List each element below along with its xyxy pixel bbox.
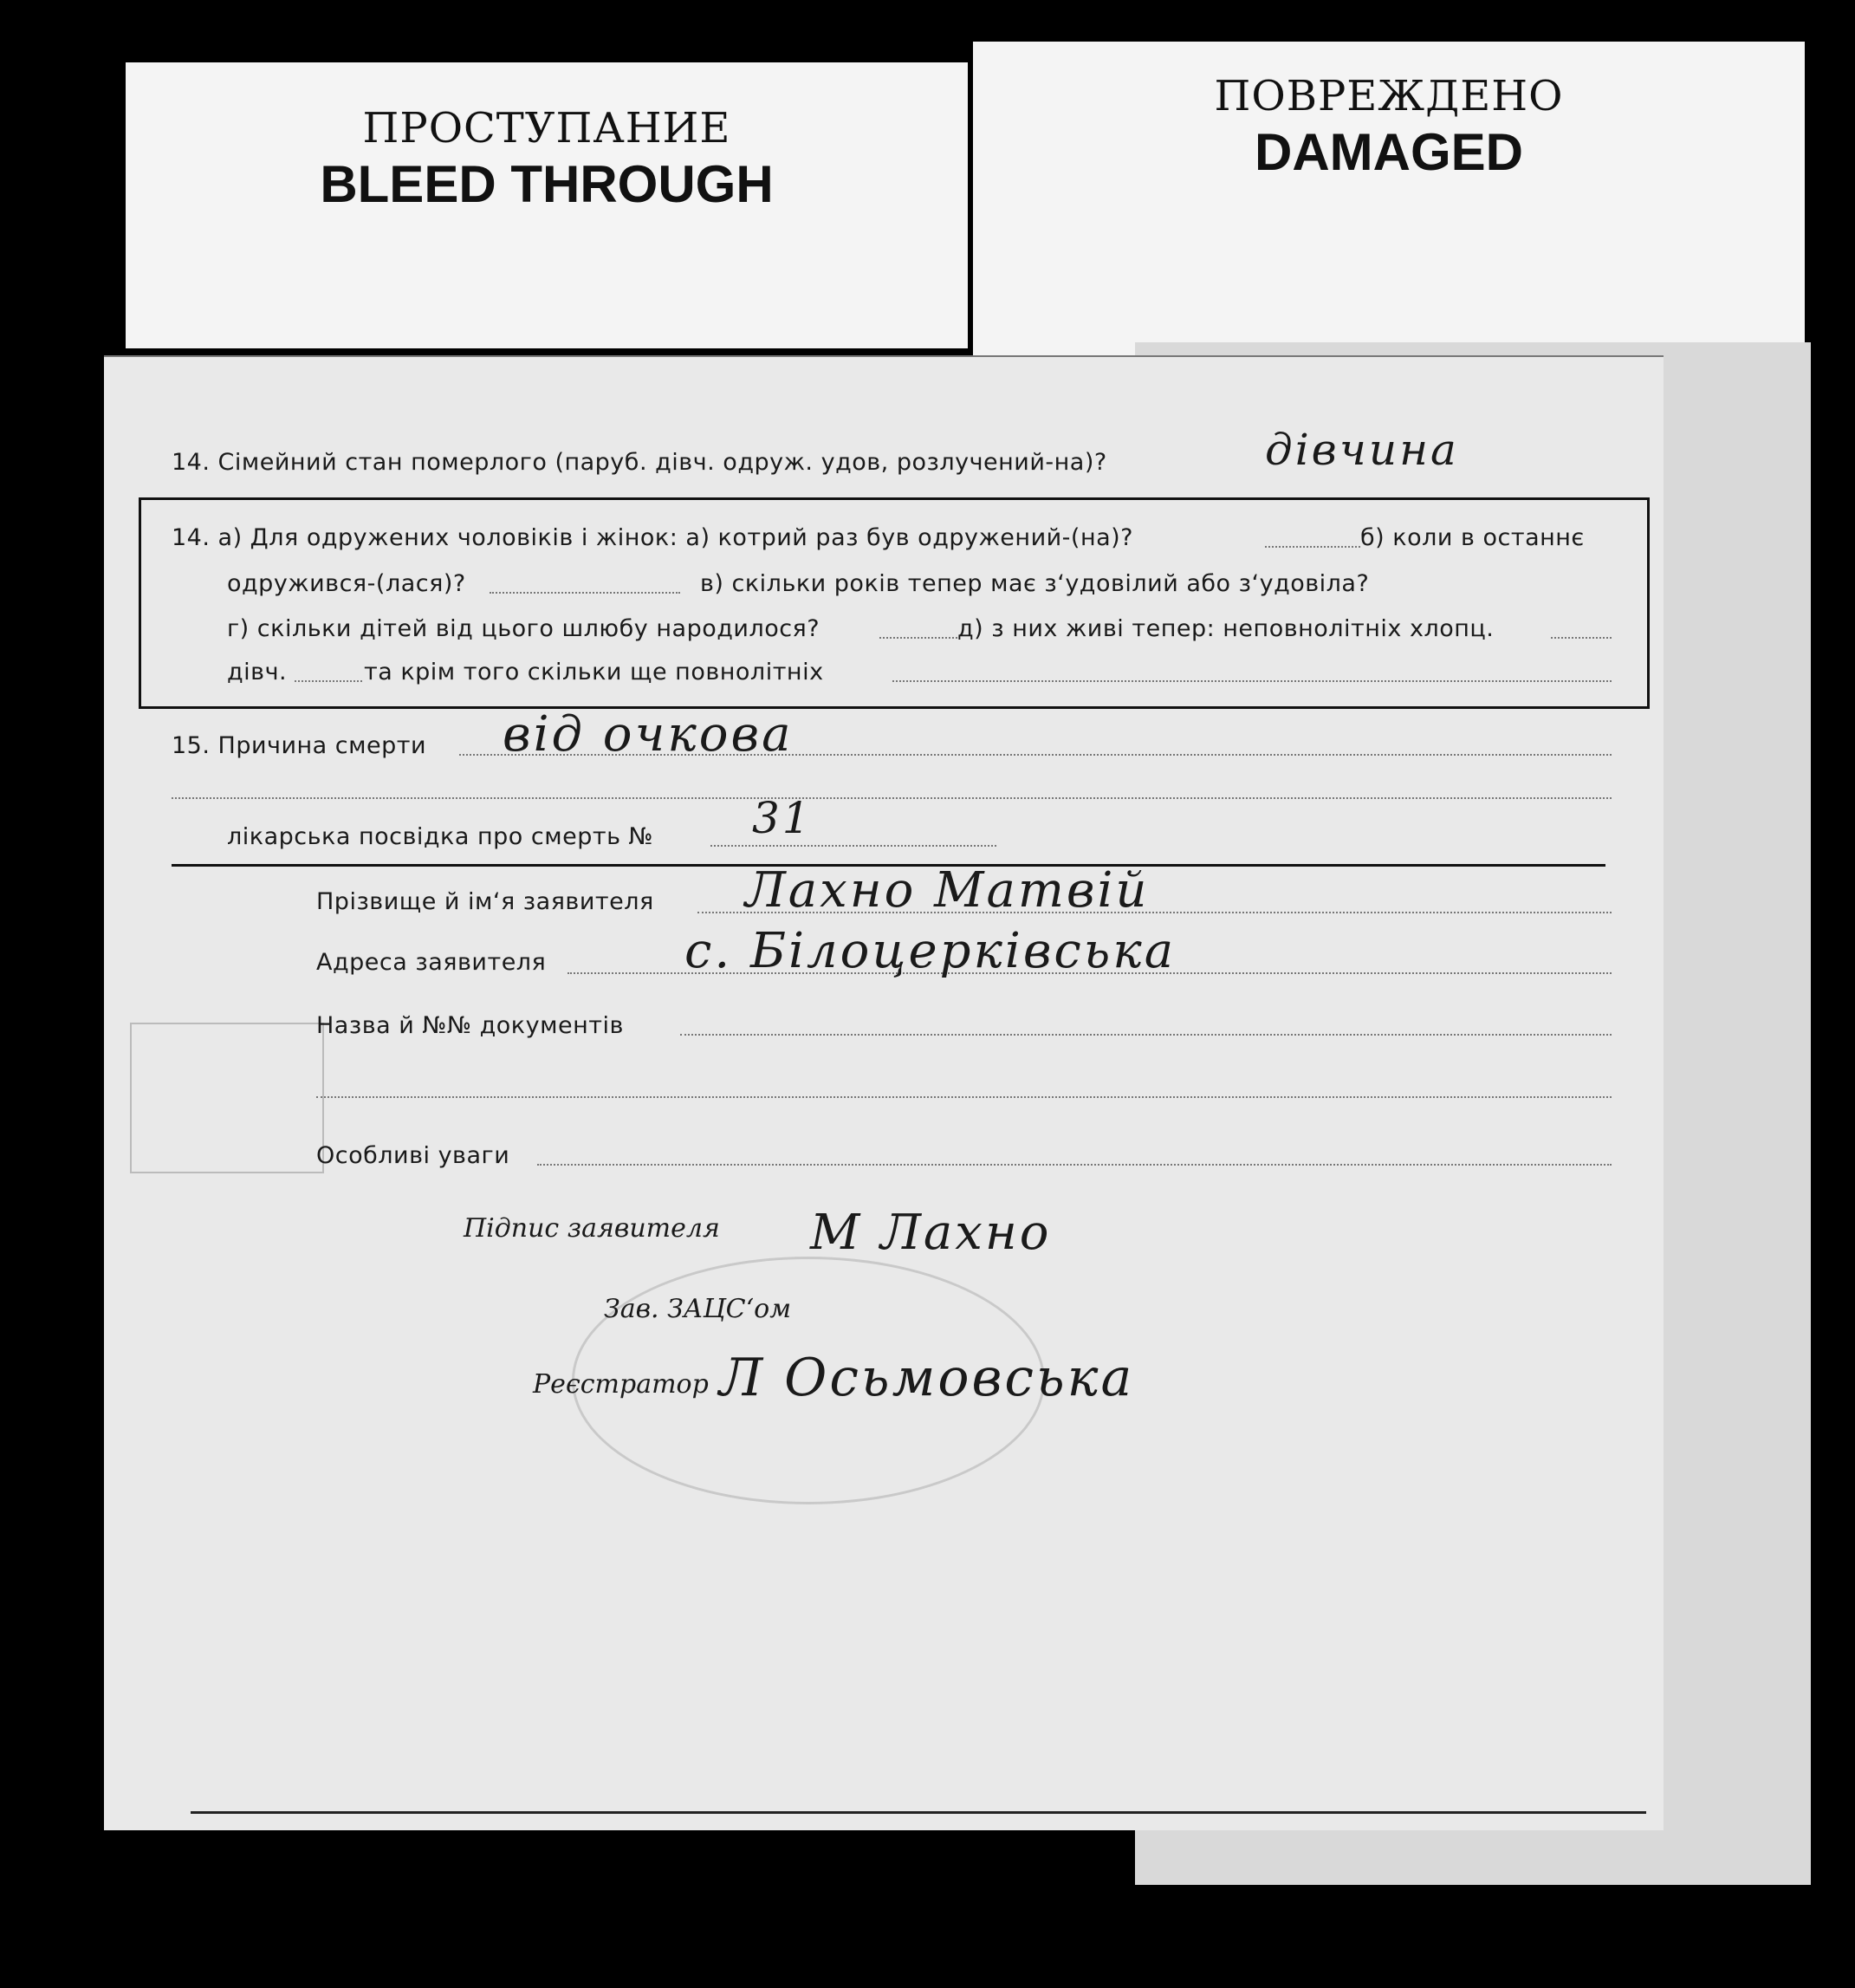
paper-bottom-edge [191, 1811, 1646, 1814]
dots [892, 680, 1612, 682]
bleed-through-card [126, 62, 968, 348]
q14-answer: дівчина [1265, 425, 1459, 475]
bleed-through-ru: ПРОСТУПАНИЕ [362, 104, 731, 153]
dots [316, 1096, 1612, 1098]
dots [295, 680, 362, 682]
dots [537, 1164, 1612, 1166]
q14a-line4b: та крім того скільки ще повнолітніх [364, 659, 824, 685]
q14a-line2: одружився-(лася)? [227, 570, 466, 597]
dots [1551, 637, 1612, 639]
q14a-line2b: в) скільки років тепер має з‘удовілий або з‘удовіла? [700, 570, 1370, 597]
zags-head-label: Зав. ЗАЦС‘ом [604, 1294, 792, 1324]
dots [172, 797, 1612, 799]
applicant-name-value: Лахно Матвій [745, 862, 1150, 919]
dots [879, 637, 957, 639]
q14a-line1b: б) коли в останнє [1360, 524, 1585, 551]
bleed-through-box [130, 1023, 324, 1173]
q15-cert-number: 31 [752, 793, 813, 843]
q14a-line3: г) скільки дітей від цього шлюбу народилося? [227, 615, 820, 642]
registrar-signature: Л Осьмовська [719, 1348, 1135, 1408]
dots [710, 845, 996, 847]
q14a-line3b: д) з них живі тепер: неповнолітніх хлопц. [957, 615, 1495, 642]
q14a-line4: дівч. [227, 659, 288, 685]
applicant-signature: М Лахно [810, 1205, 1052, 1261]
bleed-through-en: BLEED THROUGH [320, 155, 774, 213]
registrar-label: Реєстратор [533, 1369, 709, 1400]
applicant-address-label: Адреса заявителя [316, 949, 547, 976]
dots [490, 592, 680, 594]
q15-label: 15. Причина смерти [172, 732, 427, 759]
q15-answer: від очкова [503, 706, 794, 763]
applicant-signature-label: Підпис заявителя [464, 1213, 720, 1244]
notes-label: Особливі уваги [316, 1142, 510, 1169]
q15-cert-label: лікарська посвідка про смерть № [227, 823, 654, 850]
documents-label: Назва й №№ документів [316, 1012, 624, 1039]
damaged-en: DAMAGED [1255, 123, 1523, 181]
applicant-name-label: Прізвище й ім‘я заявителя [316, 888, 654, 915]
q14a-line1: 14. а) Для одружених чоловіків і жінок: а) котрий раз був одружений-(на)? [172, 524, 1134, 551]
damaged-ru: ПОВРЕЖДЕНО [1214, 72, 1564, 120]
damaged-card [973, 42, 1805, 380]
q14-label: 14. Сімейний стан померлого (паруб. дівч. одруж. удов, розлучений-на)? [172, 449, 1107, 476]
dots [1265, 546, 1360, 548]
applicant-address-value: с. Білоцерківська [684, 923, 1177, 979]
dots [680, 1034, 1612, 1036]
